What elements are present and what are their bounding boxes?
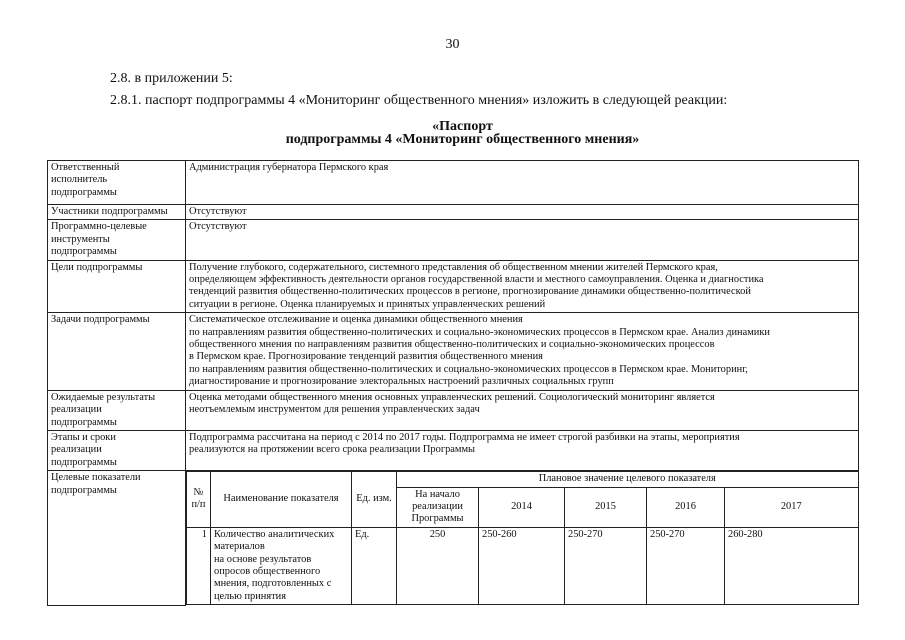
num-header-line: п/п bbox=[191, 499, 206, 511]
indicators-header-row bbox=[187, 472, 859, 487]
row-tasks bbox=[48, 313, 859, 390]
results-line: Оценка методами общественного мнения основных управленческих решений. Социологический мониторинг является bbox=[189, 391, 715, 403]
start-header bbox=[397, 487, 479, 527]
row-indicators bbox=[48, 471, 859, 606]
plan-header: Плановое значение целевого показателя bbox=[397, 472, 859, 487]
results-label-line: Ожидаемые результаты bbox=[51, 391, 156, 403]
passport-title: «Паспорт bbox=[432, 119, 493, 134]
participants-label: Участники подпрограммы bbox=[48, 205, 186, 220]
passport-subtitle: подпрограммы 4 «Мониторинг общественного мнения» bbox=[285, 132, 640, 147]
row-stages bbox=[48, 430, 859, 470]
goals-label: Цели подпрограммы bbox=[48, 260, 186, 313]
goals-line: тенденций развития общественно-политических процессов в регионе, прогнозирование динамики общественно-политической bbox=[189, 286, 751, 298]
start-header-line: реализации bbox=[412, 500, 463, 512]
results-value bbox=[186, 390, 859, 430]
num-header-line: № bbox=[193, 487, 204, 499]
row-num: 1 bbox=[187, 527, 211, 604]
indicators-table-cell bbox=[186, 471, 859, 606]
instruments-label-line: подпрограммы bbox=[51, 246, 117, 258]
row-participants bbox=[48, 205, 859, 220]
row-value-2016: 250-270 bbox=[647, 527, 725, 604]
start-header-line: Программы bbox=[411, 513, 464, 525]
year-header-2017: 2017 bbox=[725, 487, 859, 527]
goals-line: ситуации в регионе. Оценка планируемых и принятых управленческих решений bbox=[189, 298, 546, 310]
stages-label-line: подпрограммы bbox=[51, 456, 117, 468]
table-row bbox=[187, 527, 859, 604]
stages-label-line: реализации bbox=[51, 444, 102, 456]
instruments-label-line: инструменты bbox=[51, 233, 110, 245]
tasks-line: Систематическое отслеживание и оценка динамики общественного мнения bbox=[189, 314, 523, 326]
indicator-name-line: Количество аналитических bbox=[214, 528, 335, 540]
row-value-2015: 250-270 bbox=[565, 527, 647, 604]
tasks-line: диагностирование и прогнозирование электоральных настроений различных социальных групп bbox=[189, 376, 614, 388]
indicator-name-line: материалов bbox=[214, 541, 265, 553]
row-instruments bbox=[48, 220, 859, 260]
executor-label-line: подпрограммы bbox=[51, 186, 117, 198]
name-header: Наименование показателя bbox=[211, 472, 352, 528]
results-label-line: подпрограммы bbox=[51, 416, 117, 428]
executor-label-line: Ответственный bbox=[51, 162, 120, 173]
goals-line: определяющем эффективность деятельности органов государственной власти и местного самоуправления. Оценка и диагностика bbox=[189, 274, 764, 286]
indicators-label-line: подпрограммы bbox=[51, 484, 117, 496]
row-indicator-name bbox=[211, 527, 352, 604]
year-header-2016: 2016 bbox=[647, 487, 725, 527]
indicator-name-line: мнения, подготовленных с bbox=[214, 578, 332, 590]
executor-value: Администрация губернатора Пермского края bbox=[186, 161, 859, 205]
row-unit: Ед. bbox=[352, 527, 397, 604]
intro-line-1: 2.8. в приложении 5: bbox=[110, 71, 233, 86]
indicator-name-line: опросов общественного bbox=[214, 565, 321, 577]
row-goals bbox=[48, 260, 859, 313]
indicators-label-line: Целевые показатели bbox=[51, 472, 141, 484]
row-start-value: 250 bbox=[397, 527, 479, 604]
indicator-name-line: целью принятия bbox=[214, 590, 286, 602]
instruments-value: Отсутствуют bbox=[186, 220, 859, 260]
tasks-line: по направлениям развития общественно-политических и социально-экономических процессов в Пермском крае. Мониторинг, bbox=[189, 363, 748, 375]
year-header-2015: 2015 bbox=[565, 487, 647, 527]
executor-label bbox=[48, 161, 186, 205]
row-value-2017: 260-280 bbox=[725, 527, 859, 604]
start-header-line: На начало bbox=[415, 488, 460, 500]
tasks-line: по направлениям развития общественно-политических и социально-экономических процессов в Пермском крае. Анализ динамики bbox=[189, 326, 770, 338]
row-executor bbox=[48, 161, 859, 205]
year-header-2014: 2014 bbox=[479, 487, 565, 527]
passport-table bbox=[47, 160, 859, 606]
stages-value bbox=[186, 430, 859, 470]
indicator-name-line: на основе результатов bbox=[214, 553, 312, 565]
row-value-2014: 250-260 bbox=[479, 527, 565, 604]
stages-line: Подпрограмма рассчитана на период с 2014 по 2017 годы. Подпрограмма не имеет строгой разбивки на этапы, мероприятия bbox=[189, 431, 740, 443]
page-number: 30 bbox=[445, 37, 460, 52]
stages-line: реализуются на протяжении всего срока реализации Программы bbox=[189, 444, 476, 456]
indicators-label bbox=[48, 471, 186, 606]
instruments-label-line: Программно-целевые bbox=[51, 221, 147, 233]
tasks-line: общественного мнения по направлениям развития общественно-политических и социально-экономических процессов bbox=[189, 339, 715, 351]
results-line: неотъемлемым инструментом для решения управленческих задач bbox=[189, 404, 480, 416]
results-label-line: реализации bbox=[51, 404, 102, 416]
participants-value: Отсутствуют bbox=[186, 205, 859, 220]
executor-label-line: исполнитель bbox=[51, 174, 108, 186]
tasks-line: в Пермском крае. Прогнозирование тенденций развития общественного мнения bbox=[189, 351, 543, 363]
intro-line-2: 2.8.1. паспорт подпрограммы 4 «Мониторинг общественного мнения» изложить в следующей реакции: bbox=[110, 93, 728, 108]
tasks-value bbox=[186, 313, 859, 390]
row-results bbox=[48, 390, 859, 430]
results-label bbox=[48, 390, 186, 430]
stages-label-line: Этапы и сроки bbox=[51, 431, 116, 443]
num-header bbox=[187, 472, 211, 528]
indicators-table bbox=[186, 471, 859, 605]
goals-value bbox=[186, 260, 859, 313]
goals-line: Получение глубокого, содержательного, системного представления об общественном мнении жителей Пермского края, bbox=[189, 261, 718, 273]
tasks-label: Задачи подпрограммы bbox=[48, 313, 186, 390]
unit-header: Ед. изм. bbox=[352, 472, 397, 528]
instruments-label bbox=[48, 220, 186, 260]
stages-label bbox=[48, 430, 186, 470]
